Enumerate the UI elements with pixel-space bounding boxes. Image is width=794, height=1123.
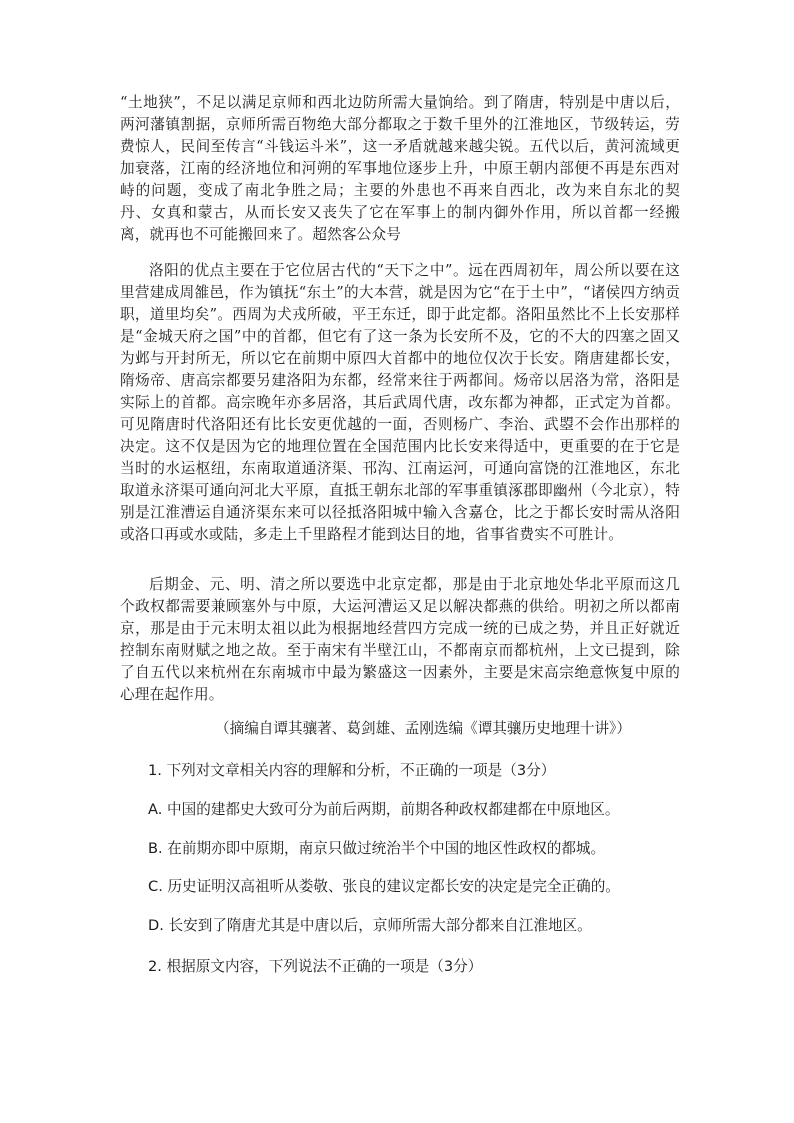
paragraph-2: 洛阳的优点主要在于它位居古代的“天下之中”。远在西周初年，周公所以要在这里营建成周雒邑，作为镇抚“东土”的大本营，就是因为它“在于土中”，“诸侯四方纳贡职，道里均矣”。西周为犬戎所破，平王东迁，即于此定都。洛阳虽然比不上长安那样是“金城天府之国”中的首都，但它有了这一条为长安所不及，它的不大的四塞之固又为邺与开封所无，所以它在前期中原四大首都中的地位仅次于长安。隋唐建都长安，隋炀帝、唐高宗都要另建洛阳为东都，经常来往于两都间。炀帝以居洛为常，洛阳是实际上的首都。高宗晚年亦多居洛，其后武周代唐，改东都为神都，正式定为首都。可见隋唐时代洛阳还有比长安更优越的一面，否则杨广、李治、武曌不会作出那样的决定。这不仅是因为它的地理位置在全国范围内比长安来得适中，更重要的在于它是当时的水运枢纽，东南取道通济渠、邗沟、江南运河，可通向富饶的江淮地区，东北取道永济渠可通向河北大平原，直抵王朝东北部的军事重镇涿郡即幽州（今北京），特别是江淮漕运自通济渠东来可以径抵洛阳城中输入含嘉仓，比之于都长安时需从洛阳或洛口再或水或陆，多走上千里路程才能到达目的地，省事省费实不可胜计。	[120, 262, 680, 543]
question-2-stem: 2. 根据原文内容，下列说法不正确的一项是（3分）	[148, 958, 483, 975]
paragraph-1: “土地狭”，不足以满足京师和西北边防所需大量饷给。到了隋唐，特别是中唐以后，两河藩镇割据，京师所需百物绝大部分都取之于数千里外的江淮地区，节级转运，劳费惊人，民间至传言“斗钱运斗米”，这一矛盾就越来越尖锐。五代以后，黄河流域更加衰落，江南的经济地位和河朔的军事地位逐步上升，中原王朝内部便不再是东西对峙的问题，变成了南北争胜之局；主要的外患也不再来自西北，改为来自东北的契丹、女真和蒙古，从而长安又丧失了它在军事上的制内御外作用，所以首都一经搬离，就再也不可能搬回来了。超然客公众号	[120, 94, 680, 243]
source-citation: （摘编自谭其骧著、葛剑雄、孟刚选编《谭其骧历史地理十讲》）	[215, 720, 631, 737]
paragraph-3: 后期金、元、明、清之所以要选中北京定都，那是由于北京地处华北平原而这几个政权都需要兼顾塞外与中原，大运河漕运又足以解决都燕的供给。明初之所以都南京，那是由于元末明太祖以此为根据地经营四方完成一统的已成之势，并且正好就近控制东南财赋之地之故。至于南宋有半壁江山，不都南京而都杭州，上文已提到，除了自五代以来杭州在东南城市中最为繁盛这一因素外，主要是宋高宗绝意恢复中原的心理在起作用。	[120, 576, 680, 703]
question-1-option-a: A. 中国的建都史大致可分为前后两期，前期各种政权都建都在中原地区。	[148, 801, 620, 818]
question-1-option-c: C. 历史证明汉高祖听从娄敬、张良的建议定都长安的决定是完全正确的。	[148, 878, 620, 895]
question-1-option-d: D. 长安到了隋唐尤其是中唐以后，京师所需大部分都来自江淮地区。	[148, 917, 592, 934]
question-1-option-b: B. 在前期亦即中原期，南京只做过统治半个中国的地区性政权的都城。	[148, 840, 606, 857]
question-1-stem: 1. 下列对文章相关内容的理解和分析，不正确的一项是（3分）	[148, 762, 556, 779]
